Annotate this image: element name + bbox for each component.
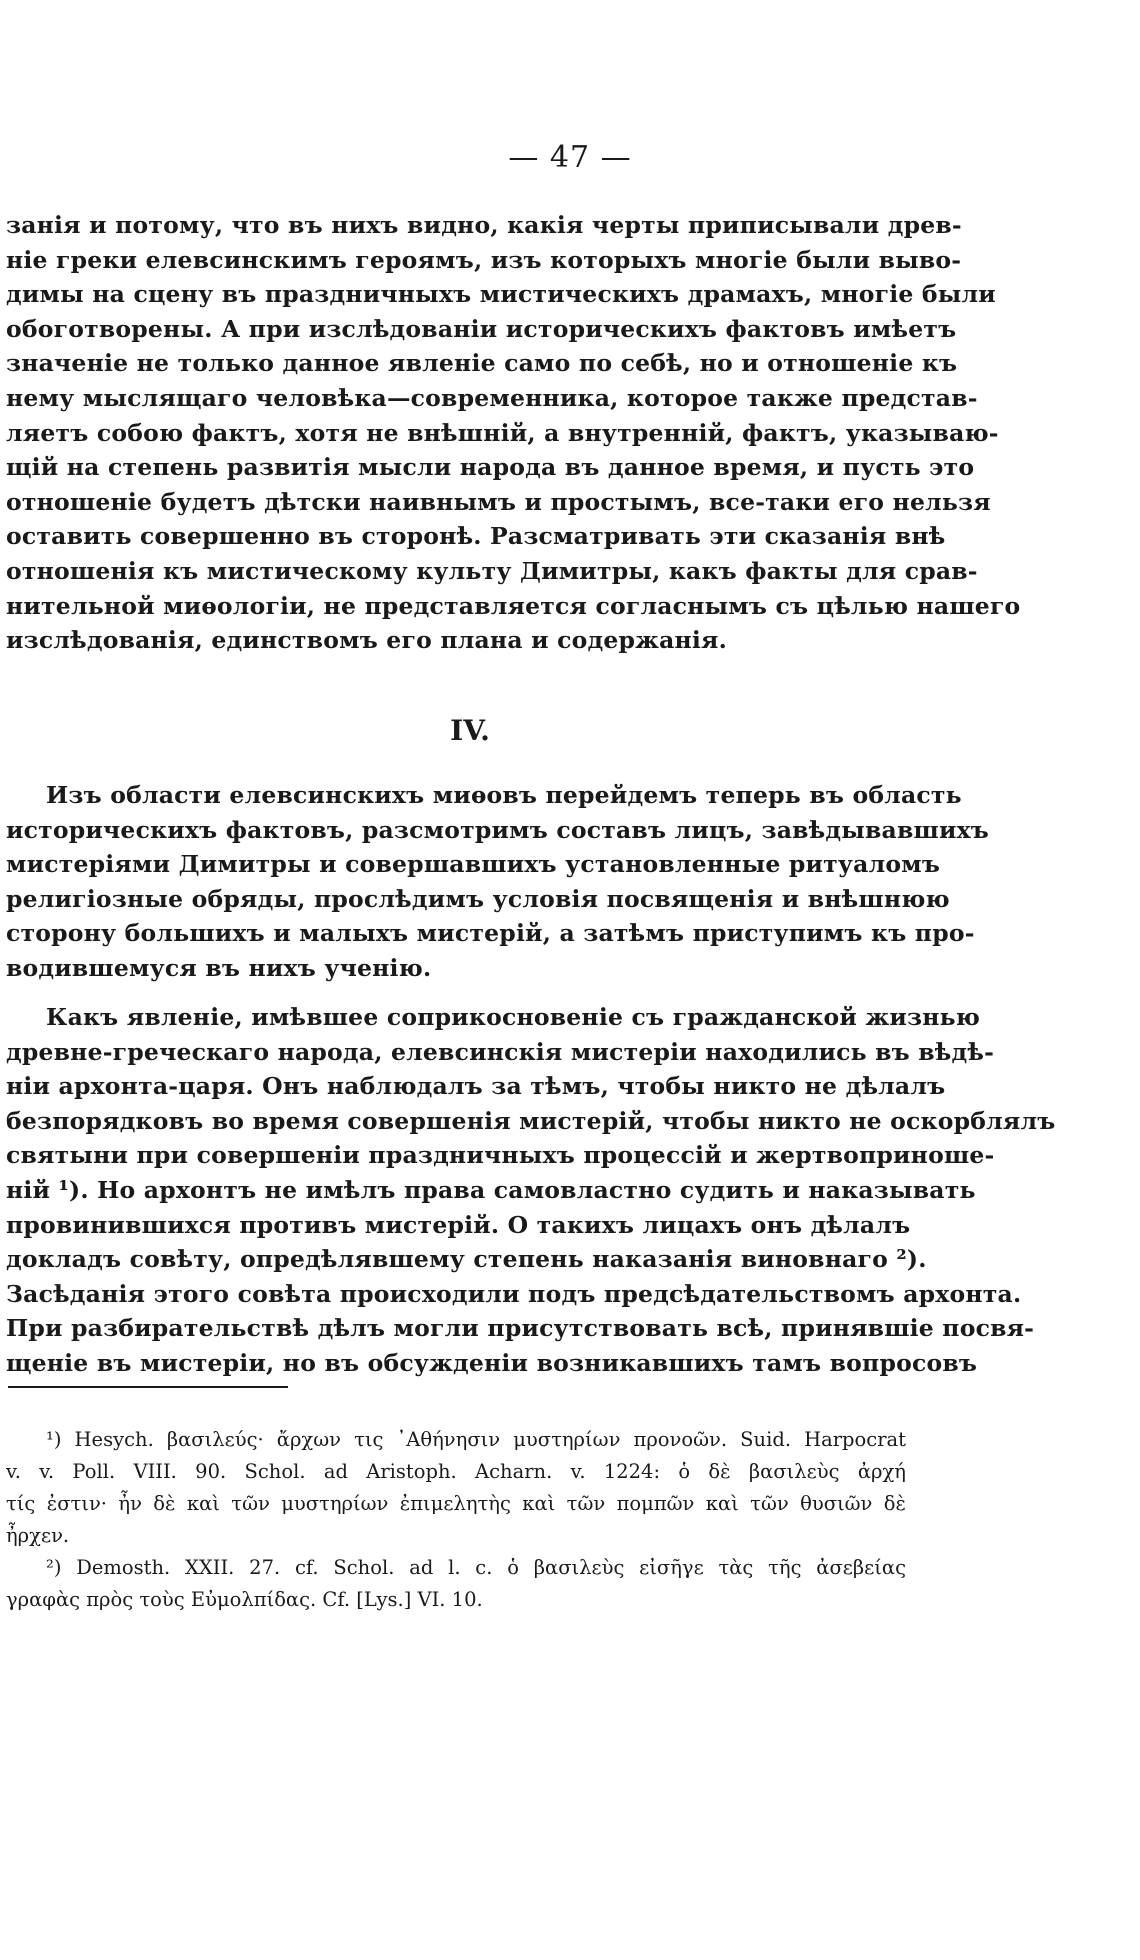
text-line: историческихъ фактовъ, разсмотримъ составъ лицъ, завѣдывавшихъ (6, 815, 990, 844)
text-line: занія и потому, что въ нихъ видно, какія черты приписывали древ- (6, 211, 962, 239)
text-line: отношенія къ мистическому культу Димитры, какъ факты для срав- (6, 556, 978, 585)
paragraph-continuation (6, 208, 1021, 658)
text-line: религіозные обряды, прослѣдимъ условія посвященія и внѣшнюю (6, 884, 950, 913)
page-number: — 47 — (508, 140, 632, 175)
text-line: сторону большихъ и малыхъ мистерій, а затѣмъ приступимъ къ про- (6, 919, 975, 948)
text-line: докладъ совѣту, опредѣлявшему степень наказанія виновнаго ²). (6, 1245, 927, 1274)
paragraph-archon (6, 1000, 1056, 1381)
text-line: водившемуся въ нихъ ученію. (6, 953, 432, 982)
text-line: ній ¹). Но архонтъ не имѣлъ права самовластно судить и наказывать (6, 1175, 976, 1204)
text-line: При разбирательствѣ дѣлъ могли присутствовать всѣ, принявшіе посвя- (6, 1314, 1035, 1343)
text-line: оставить совершенно въ сторонѣ. Разсматривать эти сказанія внѣ (6, 522, 946, 551)
paragraph-section-intro (6, 778, 990, 986)
footnote-line: ²) Demosth. XXII. 27. cf. Schol. ad l. c. ὁ βασιλεὺς εἰσῆγε τὰς τῆς ἀσεβείας (46, 1556, 906, 1579)
text-line: Какъ явленіе, имѣвшее соприкосновеніе съ гражданской жизнью (46, 1003, 981, 1031)
text-line: Засѣданія этого совѣта происходили подъ предсѣдательствомъ архонта. (6, 1279, 1022, 1308)
text-line: ніи архонта-царя. Онъ наблюдалъ за тѣмъ, чтобы никто не дѣлалъ (6, 1072, 946, 1101)
text-line: мистеріями Димитры и совершавшихъ установленные ритуаломъ (6, 850, 941, 879)
footnote-line: ¹) Hesych. βασιλεύς· ἄρχων τις ᾿Αθήνησιν μυστηρίων προνοῶν. Suid. Harpocrat (46, 1428, 906, 1451)
text-line: обоготворены. А при изслѣдованіи историческихъ фактовъ имѣетъ (6, 314, 957, 343)
text-line: нительной миѳологіи, не представляется согласнымъ съ цѣлью нашего (6, 591, 1021, 620)
text-line: ніе греки елевсинскимъ героямъ, изъ которыхъ многіе были выво- (6, 245, 962, 274)
text-line: древне-греческаго народа, елевсинскія мистеріи находились въ вѣдѣ- (6, 1037, 995, 1066)
footnotes (6, 1424, 906, 1616)
text-line: димы на сцену въ праздничныхъ мистическихъ драмахъ, многіе были (6, 280, 996, 309)
text-line: нему мыслящаго человѣка—современника, которое также представ- (6, 383, 978, 412)
footnote-line: γραφὰς πρὸς τοὺς Εὐμολπίδας. Cf. [Lys.] VI. 10. (6, 1588, 483, 1611)
footnote-line: ἦρχεν. (6, 1524, 70, 1547)
text-line: Изъ области елевсинскихъ миѳовъ перейдемъ теперь въ область (46, 781, 962, 809)
text-line: щій на степень развитія мысли народа въ данное время, и пусть это (6, 453, 975, 482)
text-line: отношеніе будетъ дѣтски наивнымъ и простымъ, все-таки его нельзя (6, 487, 991, 516)
footnote-divider (8, 1386, 288, 1388)
text-line: провинившихся противъ мистерій. О такихъ лицахъ онъ дѣлалъ (6, 1210, 911, 1239)
text-line: безпорядковъ во время совершенія мистерій, чтобы никто не оскорблялъ (6, 1106, 1056, 1135)
text-line: святыни при совершеніи праздничныхъ процессій и жертвоприноше- (6, 1141, 995, 1170)
text-line: щеніе въ мистеріи, но въ обсужденіи возникавшихъ тамъ вопросовъ (6, 1348, 978, 1377)
text-line: ляетъ собою фактъ, хотя не внѣшній, а внутренній, фактъ, указываю- (6, 418, 999, 447)
section-heading: IV. (450, 714, 490, 747)
footnote-line: τίς ἐστιν· ἦν δὲ καὶ τῶν μυστηρίων ἐπιμελητὴς καὶ τῶν πομπῶν καὶ τῶν θυσιῶν δὲ (6, 1492, 906, 1515)
footnote-line: v. v. Poll. VIII. 90. Schol. ad Aristoph. Acharn. v. 1224: ὁ δὲ βασιλεὺς ἀρχή (6, 1460, 906, 1483)
text-line: значеніе не только данное явленіе само по себѣ, но и отношеніе къ (6, 349, 958, 378)
text-line: изслѣдованія, единствомъ его плана и содержанія. (6, 626, 727, 655)
